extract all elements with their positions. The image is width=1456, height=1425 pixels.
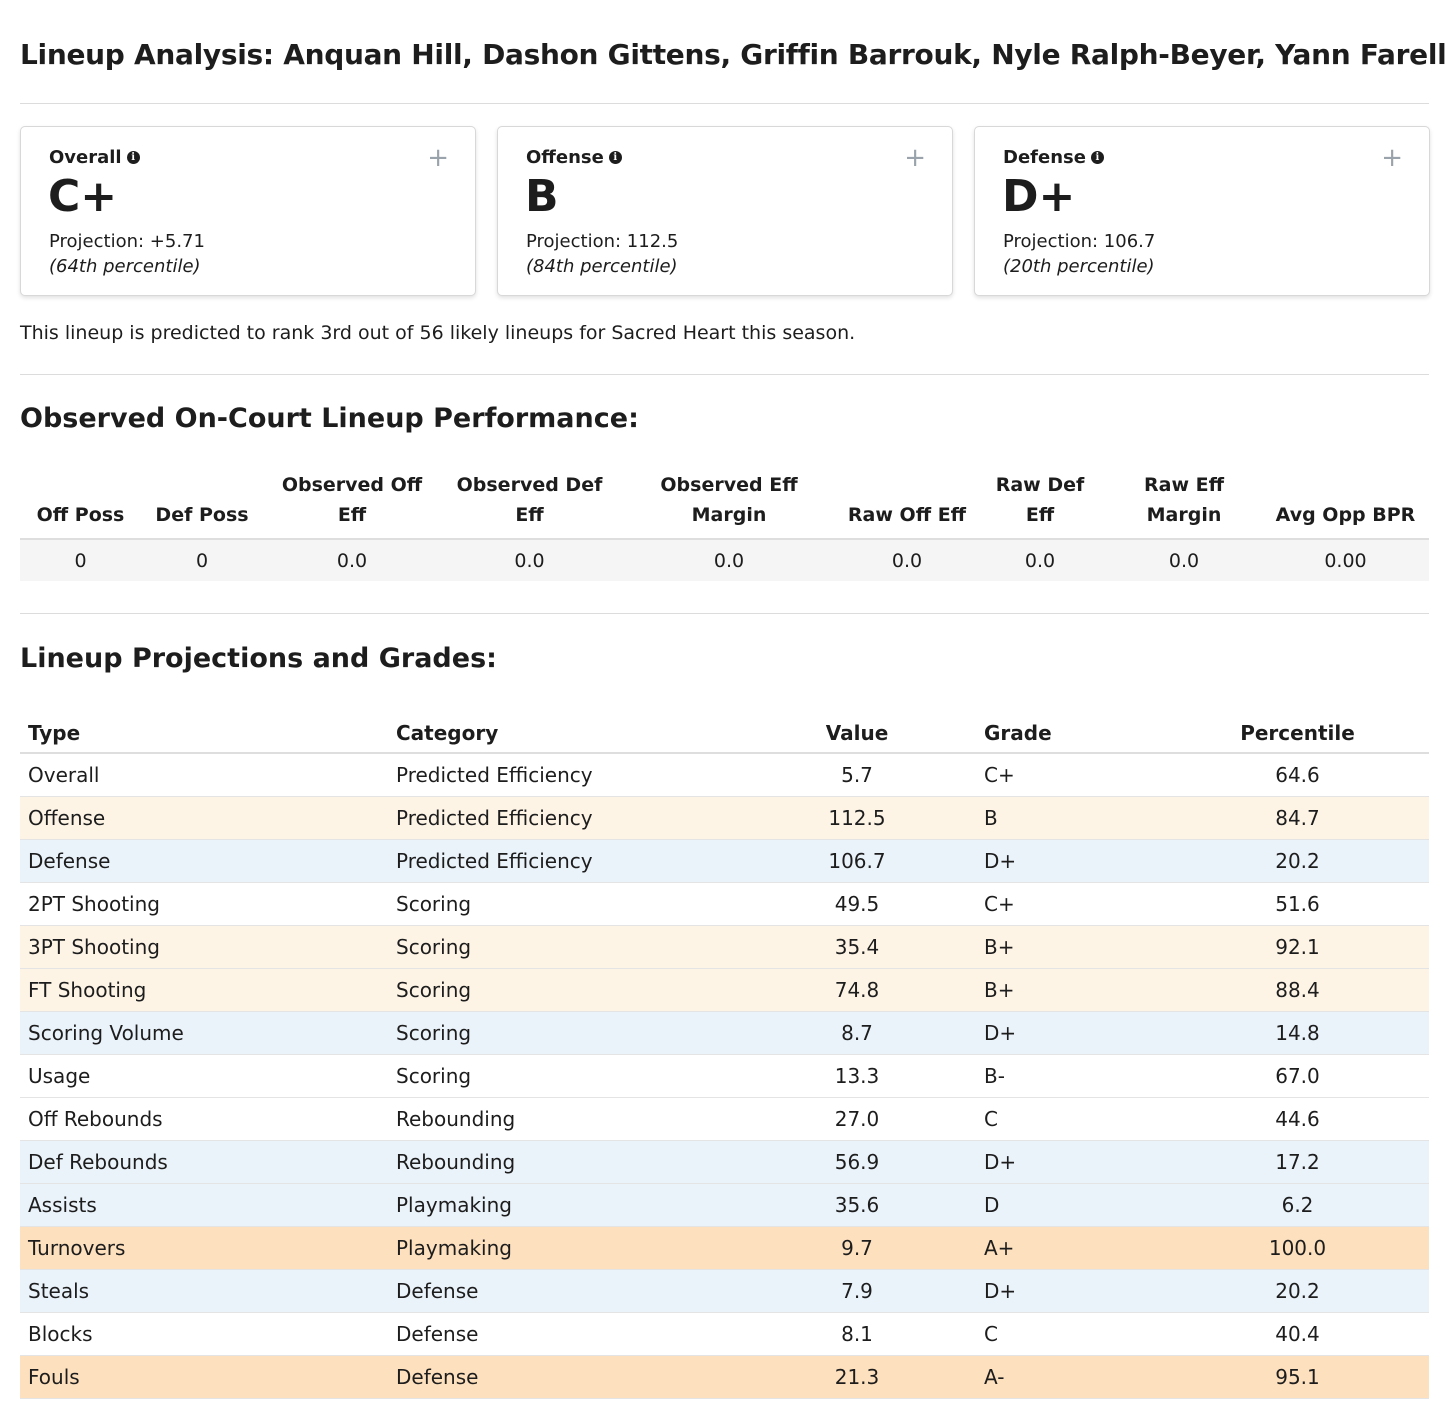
plus-icon[interactable]: +: [427, 143, 449, 173]
row-category: Playmaking: [388, 1183, 738, 1226]
projections-body: [20, 753, 1429, 1398]
row-percentile: 95.1: [1166, 1355, 1429, 1398]
card-label: [1003, 147, 1104, 168]
row-type: Overall: [20, 753, 388, 796]
row-category: Predicted Efficiency: [388, 753, 738, 796]
table-row: [20, 925, 1429, 968]
row-percentile: 20.2: [1166, 1269, 1429, 1312]
card-projection: Projection: 106.7: [1003, 231, 1156, 252]
table-row: [20, 1011, 1429, 1054]
row-percentile: 51.6: [1166, 882, 1429, 925]
row-category: Defense: [388, 1312, 738, 1355]
divider: [20, 613, 1429, 614]
column-header[interactable]: Avg Opp BPR: [1262, 470, 1429, 539]
info-icon[interactable]: i: [609, 151, 622, 164]
divider: [20, 103, 1429, 104]
row-percentile: 84.7: [1166, 796, 1429, 839]
table-row: [20, 1183, 1429, 1226]
card-label-text: Defense: [1003, 147, 1086, 168]
row-value: 35.4: [738, 925, 976, 968]
column-header[interactable]: Raw Off Eff: [840, 470, 974, 539]
card-grade: D+: [1002, 171, 1076, 222]
row-value: 13.3: [738, 1054, 976, 1097]
projections-table: [20, 713, 1429, 1399]
info-icon[interactable]: i: [1091, 151, 1104, 164]
table-row: [20, 1269, 1429, 1312]
row-grade: B+: [976, 925, 1166, 968]
row-type: 3PT Shooting: [20, 925, 388, 968]
row-percentile: 92.1: [1166, 925, 1429, 968]
overall-card: [20, 126, 476, 296]
offense-card: [497, 126, 953, 296]
row-percentile: 100.0: [1166, 1226, 1429, 1269]
row-type: Steals: [20, 1269, 388, 1312]
row-value: 74.8: [738, 968, 976, 1011]
table-row: [20, 839, 1429, 882]
row-grade: B: [976, 796, 1166, 839]
row-type: Def Rebounds: [20, 1140, 388, 1183]
card-label: [49, 147, 140, 168]
column-header-category[interactable]: Category: [388, 713, 738, 753]
plus-icon[interactable]: +: [1381, 143, 1403, 173]
row-type: Blocks: [20, 1312, 388, 1355]
table-header-row: [20, 470, 1429, 539]
row-category: Scoring: [388, 968, 738, 1011]
row-value: 9.7: [738, 1226, 976, 1269]
column-header[interactable]: Observed Def Eff: [441, 470, 618, 539]
card-projection: Projection: 112.5: [526, 231, 679, 252]
row-value: 56.9: [738, 1140, 976, 1183]
column-header[interactable]: Off Poss: [20, 470, 141, 539]
row-value: 106.7: [738, 839, 976, 882]
row-value: 49.5: [738, 882, 976, 925]
card-label: [526, 147, 622, 168]
row-type: Assists: [20, 1183, 388, 1226]
row-type: Offense: [20, 796, 388, 839]
row-grade: C: [976, 1312, 1166, 1355]
row-grade: D+: [976, 1269, 1166, 1312]
lineup-rank-summary: This lineup is predicted to rank 3rd out of 56 likely lineups for Sacred Heart this season.: [20, 322, 856, 344]
row-grade: D+: [976, 1011, 1166, 1054]
divider: [20, 374, 1429, 375]
table-row: [20, 1355, 1429, 1398]
row-grade: C+: [976, 882, 1166, 925]
row-category: Predicted Efficiency: [388, 839, 738, 882]
row-percentile: 6.2: [1166, 1183, 1429, 1226]
table-row: [20, 753, 1429, 796]
row-percentile: 67.0: [1166, 1054, 1429, 1097]
row-percentile: 14.8: [1166, 1011, 1429, 1054]
table-row: [20, 1226, 1429, 1269]
row-value: 35.6: [738, 1183, 976, 1226]
row-type: Off Rebounds: [20, 1097, 388, 1140]
row-grade: D+: [976, 1140, 1166, 1183]
row-type: FT Shooting: [20, 968, 388, 1011]
table-row: [20, 1054, 1429, 1097]
table-cell: 0.0: [1106, 539, 1262, 581]
row-percentile: 64.6: [1166, 753, 1429, 796]
table-row: [20, 1140, 1429, 1183]
column-header[interactable]: Raw Def Eff: [974, 470, 1106, 539]
row-value: 7.9: [738, 1269, 976, 1312]
row-grade: A-: [976, 1355, 1166, 1398]
table-cell: 0: [20, 539, 141, 581]
row-type: Fouls: [20, 1355, 388, 1398]
row-grade: D: [976, 1183, 1166, 1226]
row-category: Predicted Efficiency: [388, 796, 738, 839]
table-cell: 0.0: [441, 539, 618, 581]
table-cell: 0.0: [840, 539, 974, 581]
plus-icon[interactable]: +: [904, 143, 926, 173]
row-category: Defense: [388, 1269, 738, 1312]
card-label-text: Offense: [526, 147, 604, 168]
row-value: 27.0: [738, 1097, 976, 1140]
card-grade: B: [525, 171, 559, 222]
row-type: Usage: [20, 1054, 388, 1097]
table-cell: 0.00: [1262, 539, 1429, 581]
table-row: [20, 968, 1429, 1011]
card-percentile: (64th percentile): [49, 256, 201, 277]
row-type: Scoring Volume: [20, 1011, 388, 1054]
row-percentile: 40.4: [1166, 1312, 1429, 1355]
row-value: 8.1: [738, 1312, 976, 1355]
row-type: 2PT Shooting: [20, 882, 388, 925]
table-row: [20, 539, 1429, 581]
table-header-row: [20, 713, 1429, 753]
row-percentile: 88.4: [1166, 968, 1429, 1011]
column-header-type[interactable]: Type: [20, 713, 388, 753]
row-category: Playmaking: [388, 1226, 738, 1269]
row-grade: A+: [976, 1226, 1166, 1269]
row-type: Defense: [20, 839, 388, 882]
card-label-text: Overall: [49, 147, 122, 168]
column-header-grade[interactable]: Grade: [976, 713, 1166, 753]
column-header-percentile[interactable]: Percentile: [1166, 713, 1429, 753]
row-grade: C: [976, 1097, 1166, 1140]
table-cell: 0.0: [618, 539, 840, 581]
column-header[interactable]: Observed Eff Margin: [618, 470, 840, 539]
info-icon[interactable]: i: [127, 151, 140, 164]
grade-cards: [20, 126, 1429, 296]
row-value: 5.7: [738, 753, 976, 796]
row-grade: D+: [976, 839, 1166, 882]
row-percentile: 20.2: [1166, 839, 1429, 882]
row-category: Scoring: [388, 925, 738, 968]
row-category: Scoring: [388, 1054, 738, 1097]
column-header[interactable]: Raw Eff Margin: [1106, 470, 1262, 539]
column-header[interactable]: Observed Off Eff: [263, 470, 441, 539]
table-row: [20, 1312, 1429, 1355]
projections-heading: Lineup Projections and Grades:: [20, 643, 497, 674]
card-projection: Projection: +5.71: [49, 231, 205, 252]
row-value: 112.5: [738, 796, 976, 839]
table-cell: 0.0: [263, 539, 441, 581]
card-percentile: (20th percentile): [1003, 256, 1155, 277]
row-percentile: 44.6: [1166, 1097, 1429, 1140]
row-category: Defense: [388, 1355, 738, 1398]
row-type: Turnovers: [20, 1226, 388, 1269]
page-title: Lineup Analysis: Anquan Hill, Dashon Gittens, Griffin Barrouk, Nyle Ralph-Beyer, Yann Farell: [20, 38, 1447, 71]
card-grade: C+: [48, 171, 118, 222]
column-header-value[interactable]: Value: [738, 713, 976, 753]
observed-performance-table: [20, 470, 1429, 581]
row-grade: B+: [976, 968, 1166, 1011]
card-percentile: (84th percentile): [526, 256, 678, 277]
row-value: 21.3: [738, 1355, 976, 1398]
row-grade: B-: [976, 1054, 1166, 1097]
row-grade: C+: [976, 753, 1166, 796]
table-cell: 0: [141, 539, 263, 581]
defense-card: [974, 126, 1430, 296]
row-category: Rebounding: [388, 1140, 738, 1183]
table-row: [20, 1097, 1429, 1140]
row-percentile: 17.2: [1166, 1140, 1429, 1183]
table-row: [20, 796, 1429, 839]
row-category: Rebounding: [388, 1097, 738, 1140]
row-category: Scoring: [388, 1011, 738, 1054]
table-cell: 0.0: [974, 539, 1106, 581]
row-value: 8.7: [738, 1011, 976, 1054]
column-header[interactable]: Def Poss: [141, 470, 263, 539]
table-row: [20, 882, 1429, 925]
observed-heading: Observed On-Court Lineup Performance:: [20, 403, 639, 434]
row-category: Scoring: [388, 882, 738, 925]
